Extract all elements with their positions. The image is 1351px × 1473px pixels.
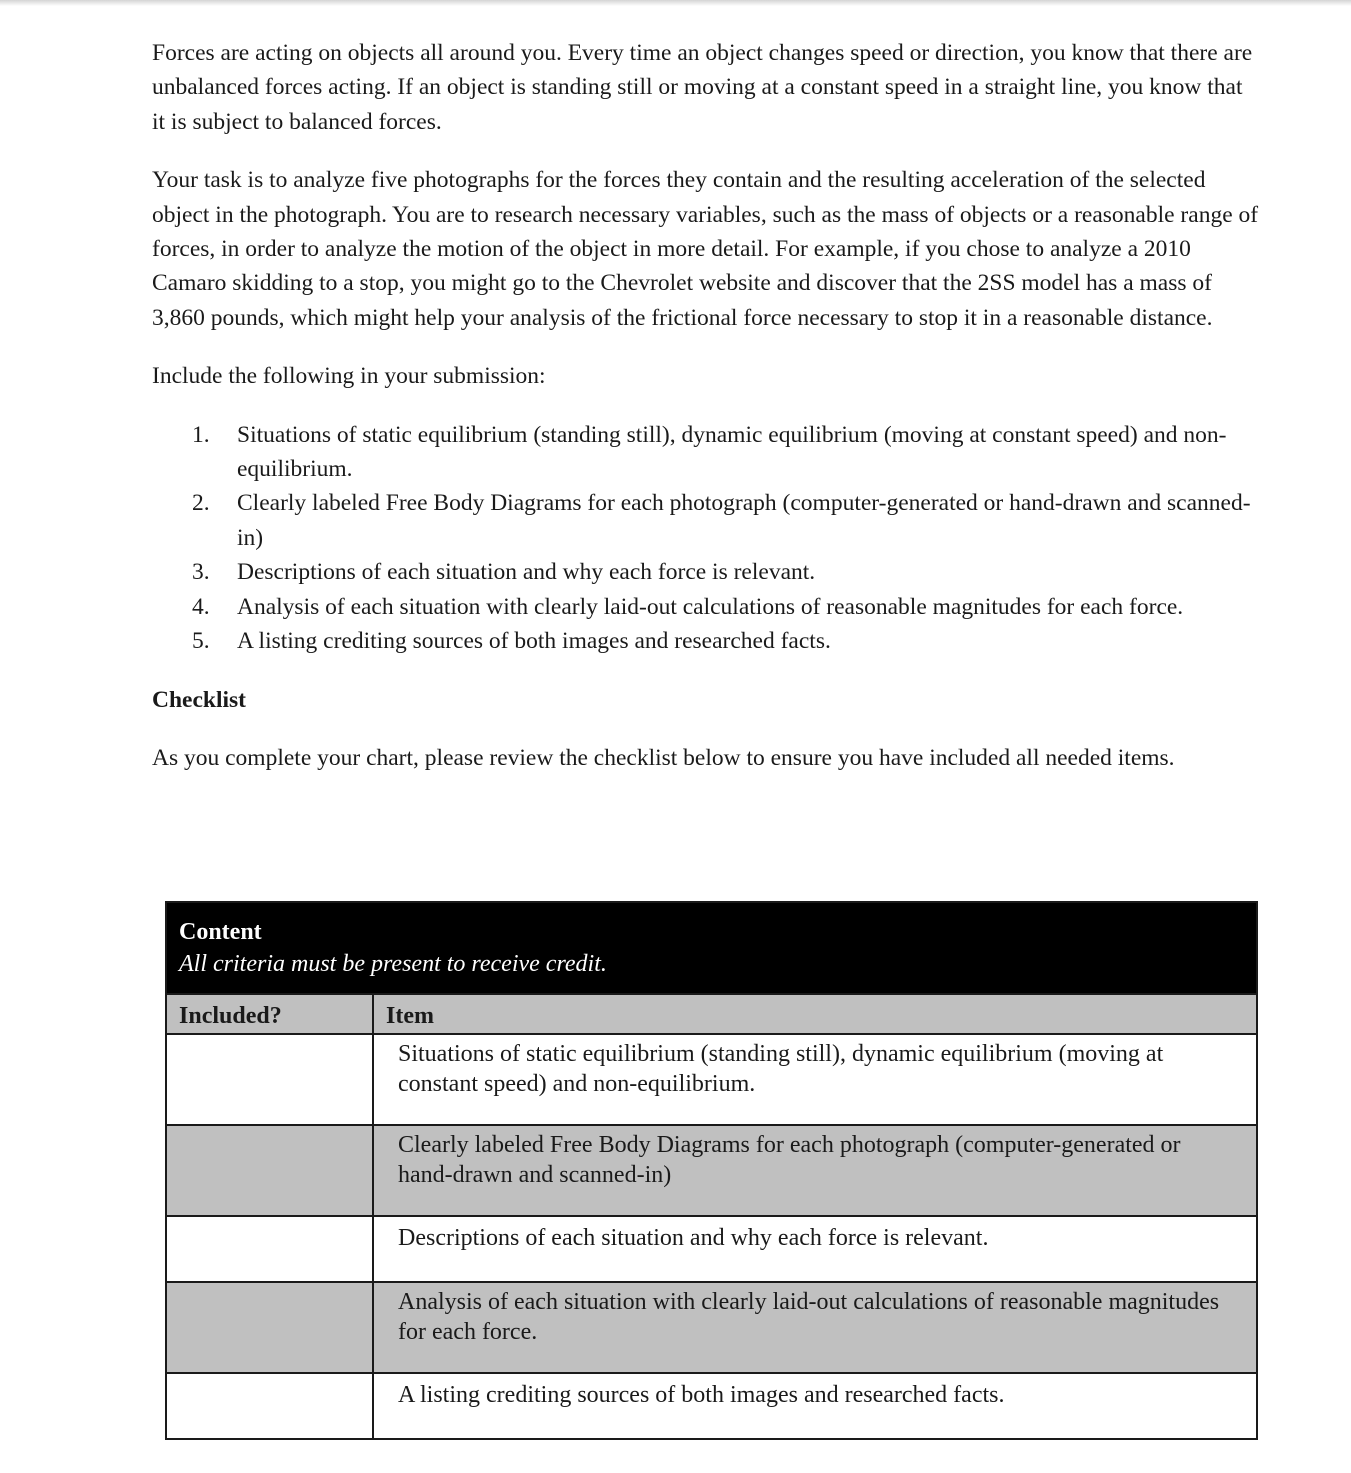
- item-cell: A listing crediting sources of both images and researched facts.: [373, 1373, 1257, 1439]
- table-header-cell: [166, 902, 1257, 994]
- included-cell[interactable]: [166, 1216, 373, 1282]
- column-header-included: Included?: [166, 994, 373, 1034]
- list-item: [152, 486, 1260, 555]
- included-cell[interactable]: [166, 1125, 373, 1216]
- item-cell: Situations of static equilibrium (standing still), dynamic equilibrium (moving at constant speed) and non-equilibrium.: [373, 1034, 1257, 1125]
- list-item: [152, 590, 1260, 624]
- table-row: [166, 1282, 1257, 1373]
- list-item-text: Analysis of each situation with clearly laid-out calculations of reasonable magnitudes for each force.: [237, 593, 1184, 620]
- column-header-row: [166, 994, 1257, 1034]
- item-cell: Analysis of each situation with clearly laid-out calculations of reasonable magnitudes for each force.: [373, 1282, 1257, 1373]
- list-item-text: Situations of static equilibrium (standing still), dynamic equilibrium (moving at constant speed) and non-equilibrium.: [237, 421, 1227, 483]
- table-header-title: Content: [179, 919, 262, 945]
- document-page: [152, 36, 1260, 775]
- intro-paragraph-3: Include the following in your submission:: [152, 363, 546, 390]
- table-row: [166, 1373, 1257, 1439]
- table-row: [166, 1034, 1257, 1125]
- item-cell: Descriptions of each situation and why each force is relevant.: [373, 1216, 1257, 1282]
- requirements-list: [152, 418, 1260, 659]
- list-number: 3.: [192, 559, 210, 586]
- table-header-row: [166, 902, 1257, 994]
- list-item-text: A listing crediting sources of both images and researched facts.: [237, 628, 831, 655]
- list-number: 1.: [192, 421, 210, 448]
- included-cell[interactable]: [166, 1282, 373, 1373]
- checklist-instructions: As you complete your chart, please review the checklist below to ensure you have included all needed items.: [152, 744, 1175, 771]
- list-item-text: Descriptions of each situation and why each force is relevant.: [237, 559, 816, 586]
- list-number: 2.: [192, 490, 210, 517]
- list-item: [152, 555, 1260, 589]
- checklist-heading: Checklist: [152, 686, 246, 713]
- viewer-top-shadow: [0, 0, 1351, 6]
- list-item-text: Clearly labeled Free Body Diagrams for each photograph (computer-generated or hand-drawn and scanned-in): [237, 490, 1251, 551]
- intro-paragraph-2: Your task is to analyze five photographs for the forces they contain and the resulting acceleration of the selected object in the photograph. You are to research necessary variables, such as the mass of objects or a reasonable range of forces, in order to analyze the motion of the object in more detail. For example, if you chose to analyze a 2010 Camaro skidding to a stop, you might go to the Chevrolet website and discover that the 2SS model has a mass of 3,860 pounds, which might help your analysis of the frictional force necessary to stop it in a reasonable distance.: [152, 167, 1259, 331]
- item-cell: Clearly labeled Free Body Diagrams for each photograph (computer-generated or hand-drawn and scanned-in): [373, 1125, 1257, 1216]
- list-number: 4.: [192, 593, 210, 620]
- list-number: 5.: [192, 628, 210, 655]
- included-cell[interactable]: [166, 1034, 373, 1125]
- table-row: [166, 1125, 1257, 1216]
- list-item: [152, 624, 1260, 658]
- checklist-table: [165, 901, 1258, 1440]
- table-header-subtitle: All criteria must be present to receive credit.: [179, 951, 607, 977]
- table-row: [166, 1216, 1257, 1282]
- list-item: [152, 418, 1260, 487]
- intro-paragraph-1: Forces are acting on objects all around you. Every time an object changes speed or direction, you know that there are unbalanced forces acting. If an object is standing still or moving at a constant speed in a straight line, you know that it is subject to balanced forces.: [152, 40, 1253, 135]
- included-cell[interactable]: [166, 1373, 373, 1439]
- column-header-item: Item: [373, 994, 1257, 1034]
